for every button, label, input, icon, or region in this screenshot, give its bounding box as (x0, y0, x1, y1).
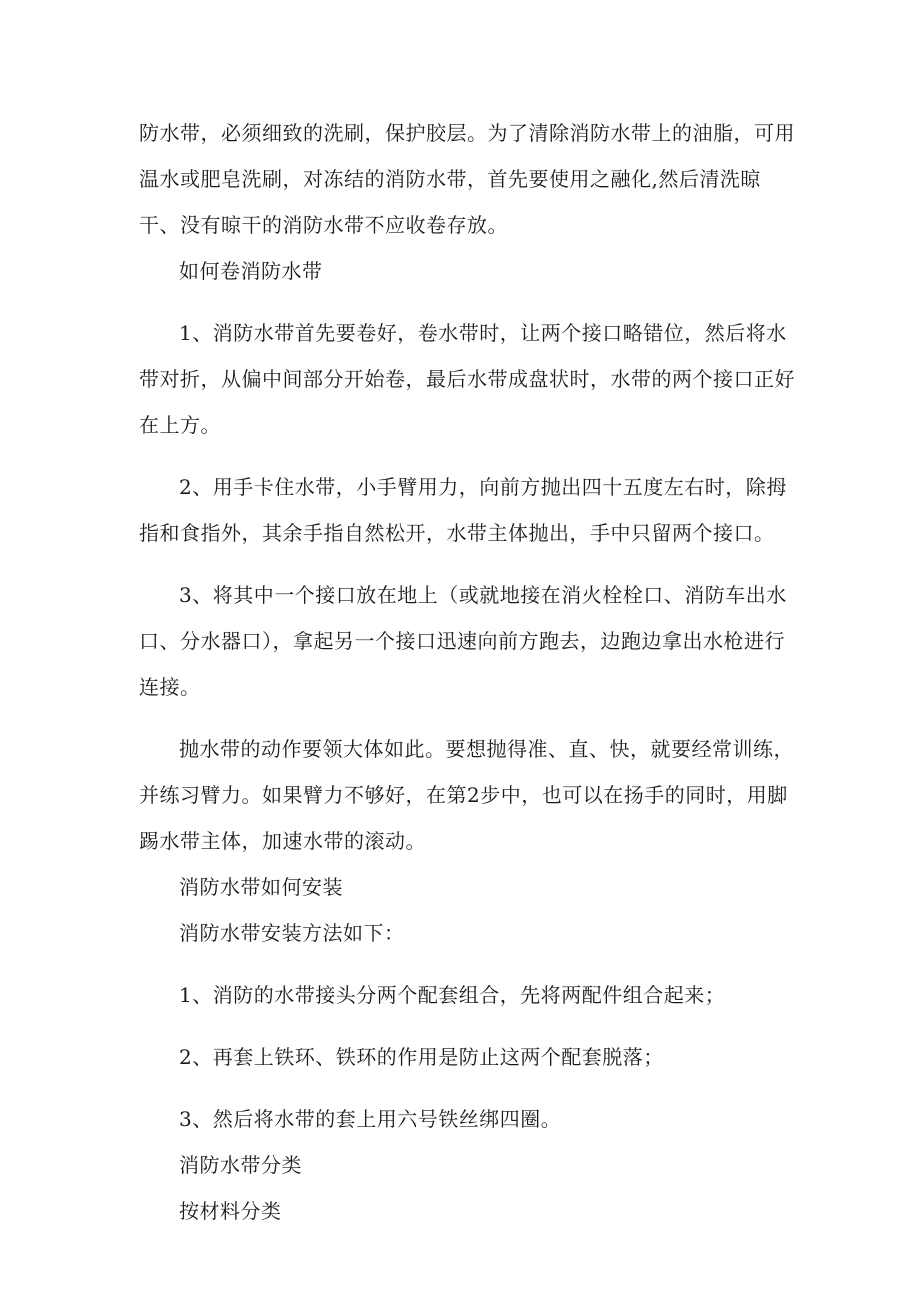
paragraph-install-step-1: 1、消防的水带接头分两个配套组合，先将两配件组合起来； (179, 983, 726, 1007)
paragraph-roll-step-3: 3、将其中一个接口放在地上（或就地接在消火栓栓口、消防车出水口、分水器口），拿起另一个接口迅速向前方跑去，边跑边拿出水枪进行连接。 (139, 583, 787, 699)
paragraph-hose-cleaning: 防水带，必须细致的洗刷，保护胶层。为了清除消防水带上的油脂，可用温水或肥皂洗刷，对冻结的消防水带，首先要使用之融化,然后清洗晾干、没有晾干的消防水带不应收卷存放。 (139, 121, 795, 237)
document-body (139, 110, 799, 1234)
heading-how-to-roll-hose: 如何卷消防水带 (179, 259, 323, 283)
paragraph-install-step-3: 3、然后将水带的套上用六号铁丝绑四圈。 (179, 1107, 562, 1131)
heading-how-to-install-hose: 消防水带如何安装 (179, 875, 343, 899)
paragraph-roll-step-2: 2、用手卡住水带，小手臂用力，向前方抛出四十五度左右时，除拇指和食指外，其余手指自然松开，水带主体抛出，手中只留两个接口。 (139, 475, 787, 545)
heading-installation-method: 消防水带安装方法如下： (179, 921, 405, 945)
heading-hose-classification: 消防水带分类 (179, 1153, 302, 1177)
heading-by-material: 按材料分类 (179, 1199, 282, 1223)
paragraph-throwing-technique: 抛水带的动作要领大体如此。要想抛得准、直、快，就要经常训练，并练习臂力。如果臂力不够好，在第2步中，也可以在扬手的同时，用脚踢水带主体，加速水带的滚动。 (139, 737, 794, 853)
paragraph-roll-step-1: 1、消防水带首先要卷好，卷水带时，让两个接口略错位，然后将水带对折，从偏中间部分开始卷，最后水带成盘状时，水带的两个接口正好在上方。 (139, 321, 795, 437)
paragraph-install-step-2: 2、再套上铁环、铁环的作用是防止这两个配套脱落； (179, 1045, 664, 1069)
